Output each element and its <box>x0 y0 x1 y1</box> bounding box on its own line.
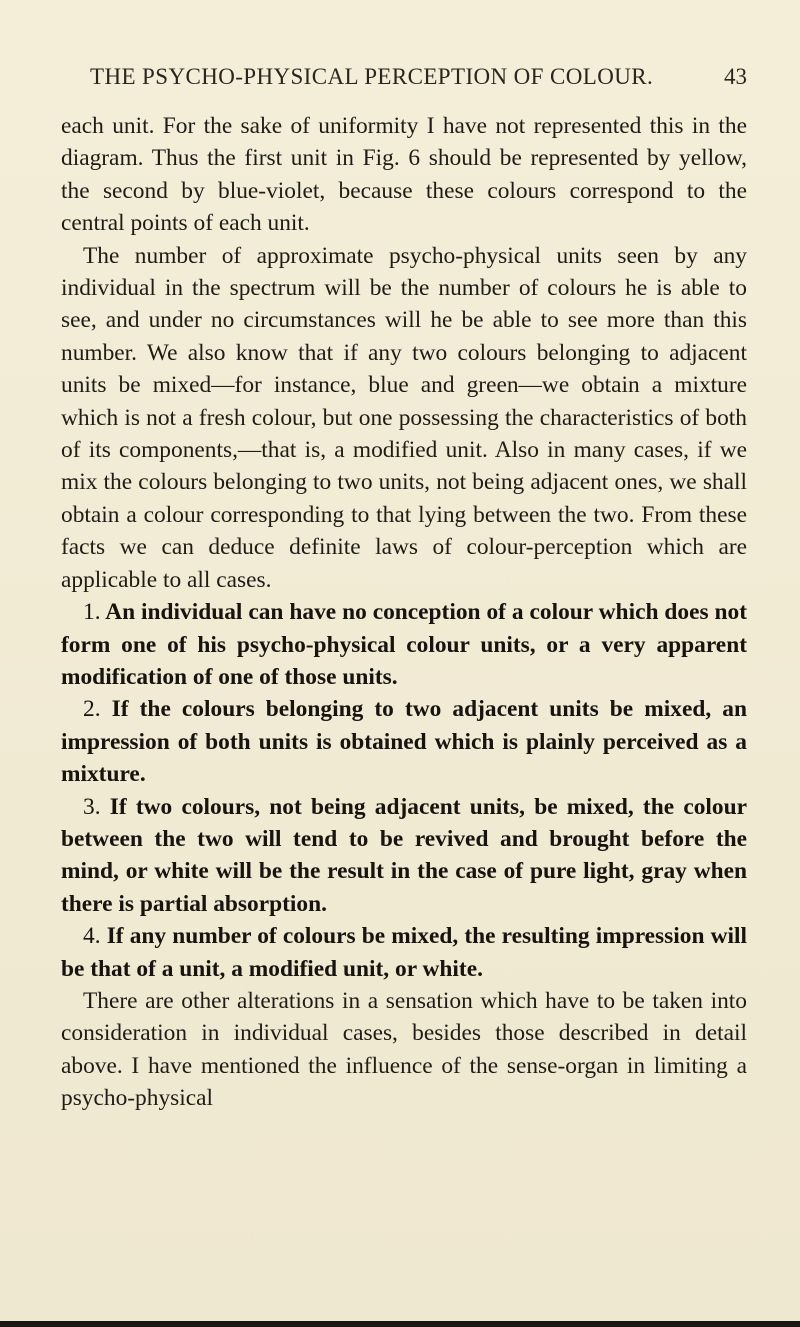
law-number: 1. <box>83 599 101 626</box>
law-text: If the colours belonging to two adjacent units be mixed, an impression of both units is obtained which is plainly perceived as a mixture. <box>61 696 747 788</box>
paragraph-continuation: each unit. For the sake of uniformity I have not represented this in the diagram. Thus the first unit in Fig. 6 should be represented by yellow, the second by blue-violet, because these colours correspond to the central points of each unit. <box>61 113 747 237</box>
law-1 <box>61 596 747 693</box>
law-text: An individual can have no conception of a colour which does not form one of his psycho-physical colour units, or a very apparent modification of one of those units. <box>61 599 747 690</box>
running-head <box>90 64 747 94</box>
paragraph-alterations: There are other alterations in a sensation which have to be taken into consideration in individual cases, besides those described in detail above. I have mentioned the influence of the sense-organ in limiting a psycho-physical <box>61 987 747 1112</box>
law-2 <box>61 693 747 790</box>
law-3 <box>61 791 747 921</box>
paragraph-units: The number of approximate psycho-physical units seen by any individual in the spectrum will be the number of colours he is able to see, and under no circumstances will he be able to see more than this number. We also know that if any two colours belonging to adjacent units be mixed—for instance, blue and green—we obtain a mixture which is not a fresh colour, but one possessing the characteristics of both of its components,—that is, a modified unit. Also in many cases, if we mix the colours belonging to two units, not being adjacent ones, we shall obtain a colour corresponding to that lying between the two. From these facts we can deduce definite laws of colour-perception which are applicable to all cases. <box>61 242 747 593</box>
law-number: 2. <box>83 696 101 723</box>
body-text <box>61 110 747 1115</box>
law-number: 4. <box>83 923 101 950</box>
law-number: 3. <box>83 793 101 820</box>
running-title: THE PSYCHO-PHYSICAL PERCEPTION OF COLOUR. <box>90 64 654 89</box>
page-number: 43 <box>724 64 747 89</box>
bottom-edge <box>0 1321 800 1327</box>
law-text: If two colours, not being adjacent units, be mixed, the colour between the two will tend to be revived and brought before the mind, or white will be the result in the case of pure light, gray when there is partial absorption. <box>61 793 747 917</box>
law-text: If any number of colours be mixed, the resulting impression will be that of a unit, a modified unit, or white. <box>61 923 747 982</box>
law-4 <box>61 920 747 985</box>
